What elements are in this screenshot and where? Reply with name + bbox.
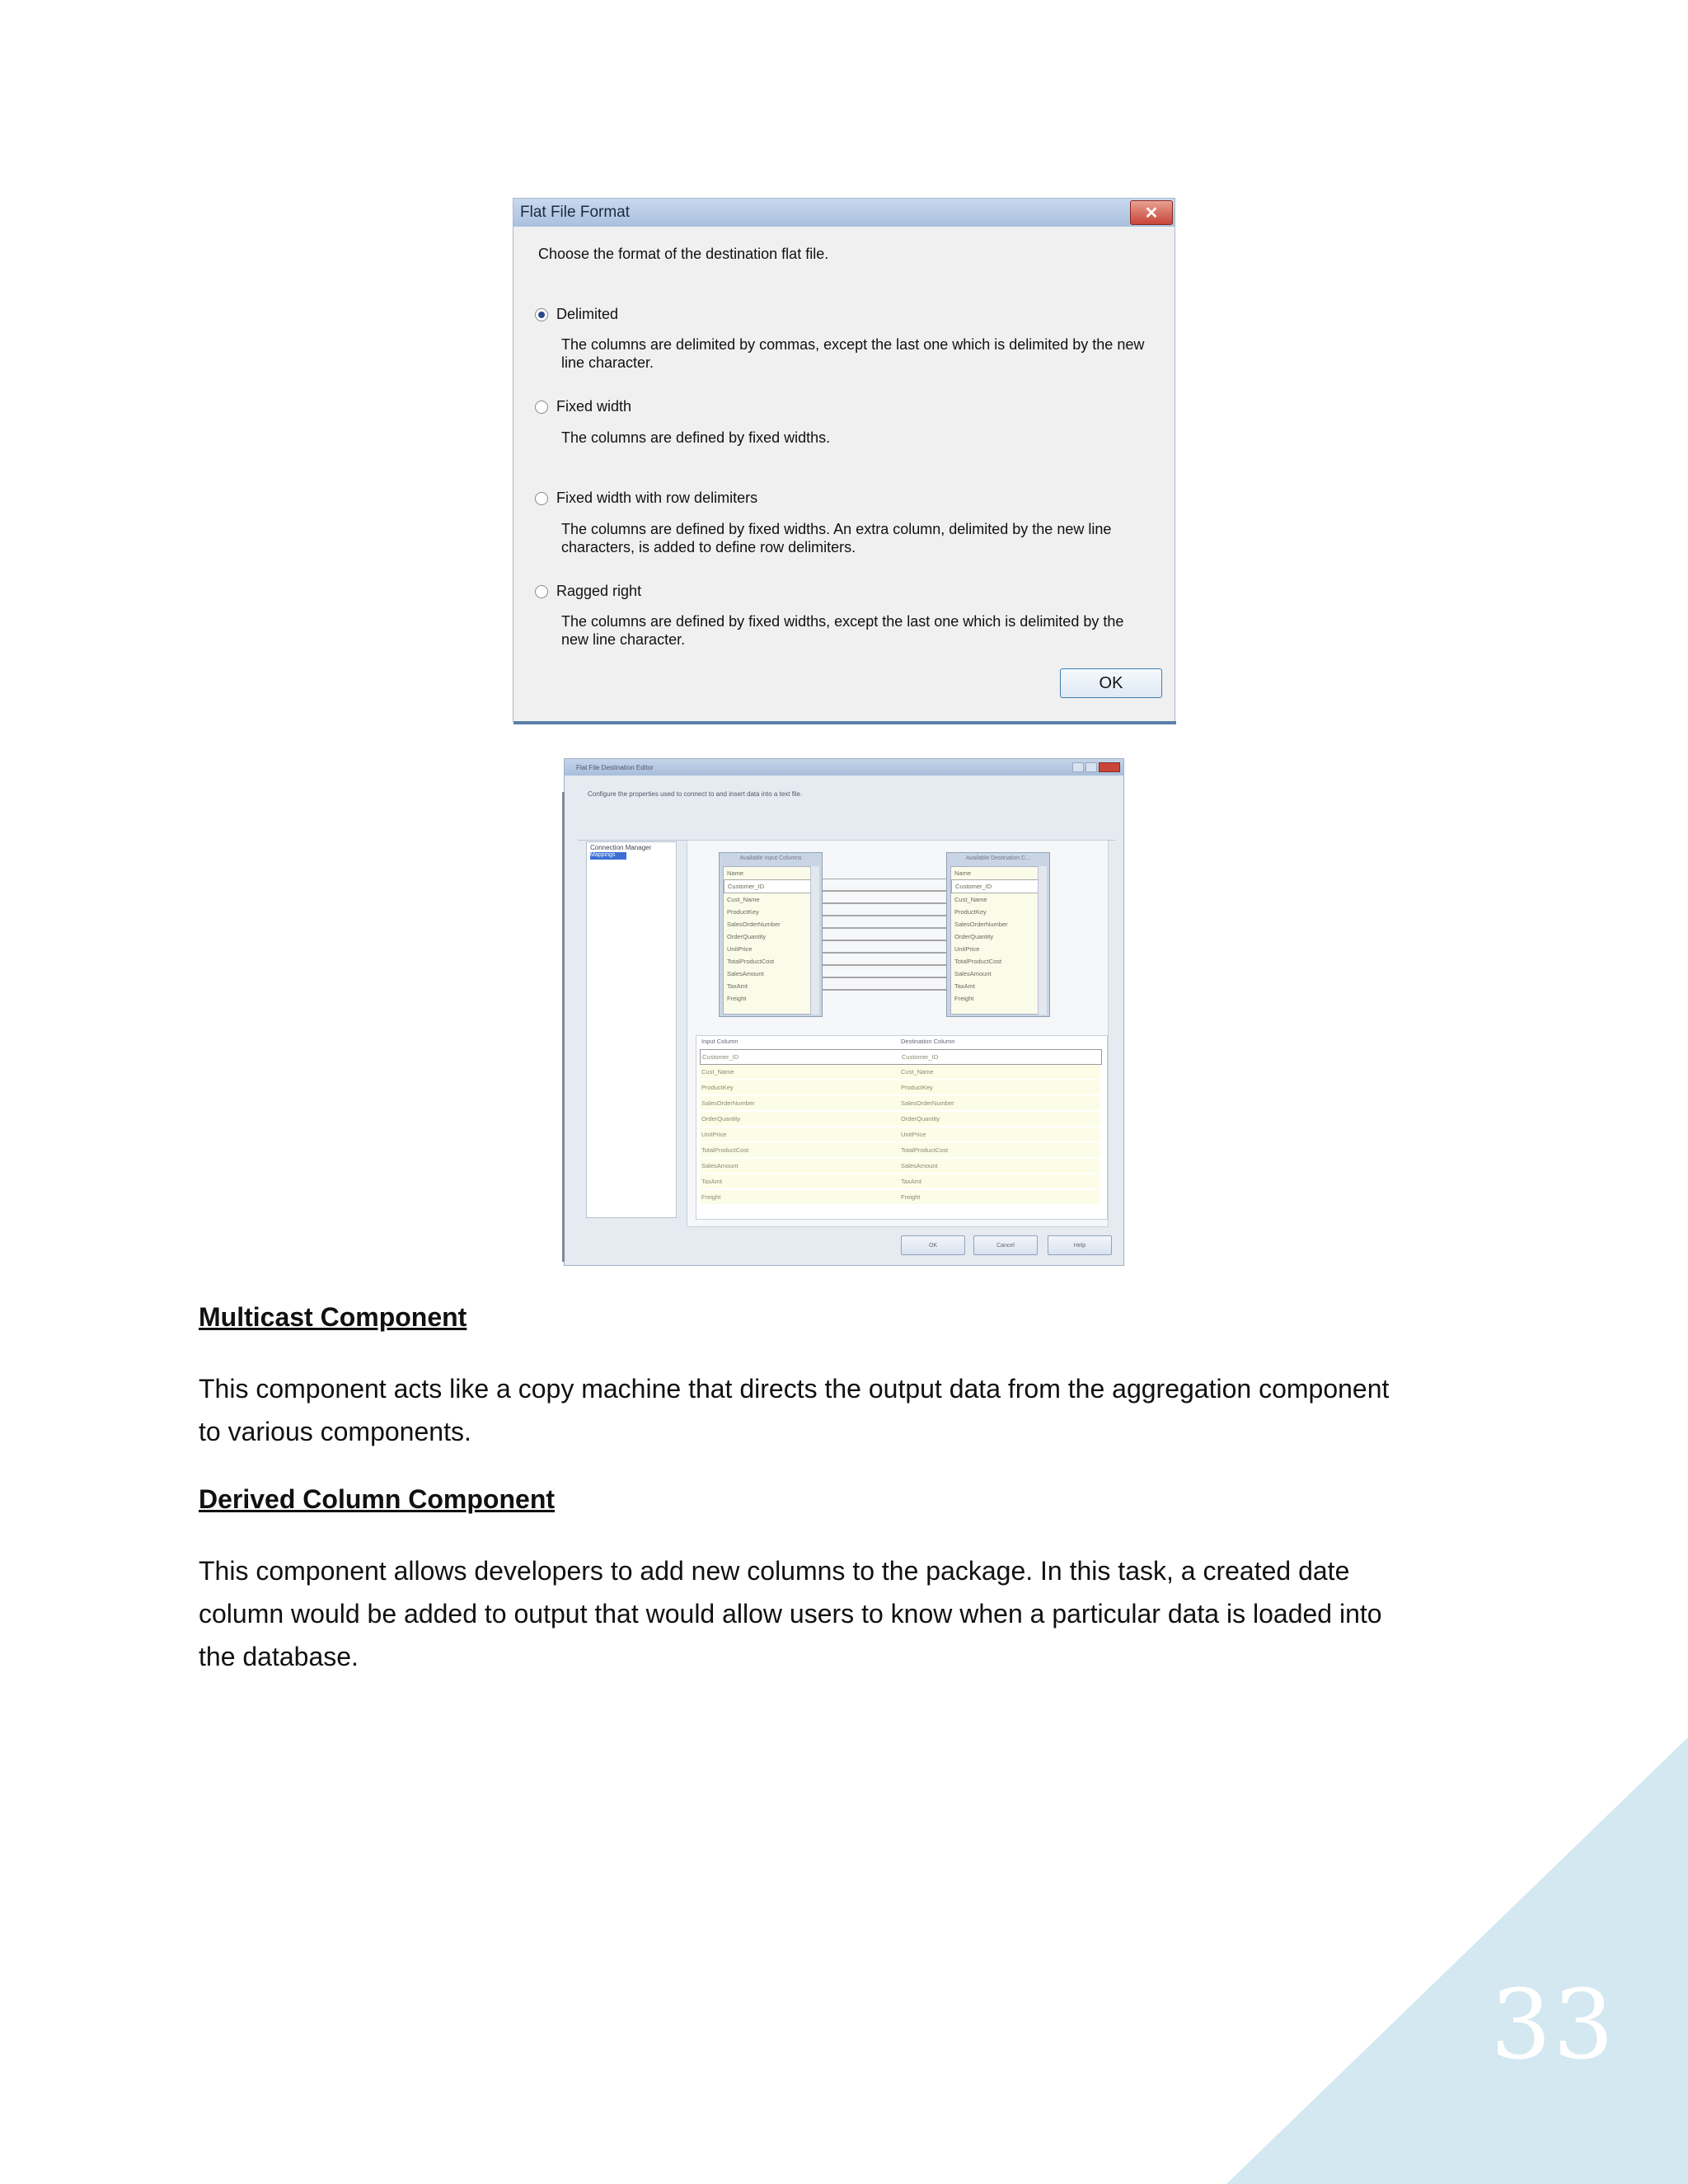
- minimize-icon[interactable]: [1072, 762, 1084, 772]
- list-item[interactable]: TaxAmt: [954, 982, 976, 990]
- ok-button[interactable]: OK: [1060, 668, 1162, 698]
- table-row[interactable]: [700, 1080, 1100, 1095]
- option-label: Fixed width: [556, 398, 632, 415]
- dialog-titlebar: [513, 199, 1175, 227]
- input-cell: SalesOrderNumber: [701, 1099, 755, 1107]
- table-row[interactable]: [700, 1190, 1100, 1205]
- help-button[interactable]: Help: [1048, 1235, 1112, 1255]
- dialog-title: Flat File Format: [520, 204, 631, 221]
- section-heading-derived-column: Derived Column Component: [199, 1484, 556, 1514]
- flat-file-destination-editor-dialog: [564, 758, 1124, 1266]
- dialog-titlebar: [565, 759, 1123, 776]
- option-label: Ragged right: [556, 583, 642, 599]
- input-cell: OrderQuantity: [701, 1115, 741, 1122]
- table-row[interactable]: [700, 1096, 1100, 1111]
- list-item[interactable]: UnitPrice: [727, 945, 753, 953]
- list-item[interactable]: TotalProductCost: [954, 958, 1002, 965]
- option-description: The columns are delimited by commas, except the last one which is delimited by the new line character.: [561, 336, 1145, 371]
- option-description: The columns are defined by fixed widths. An extra column, delimited by the new line characters, is added to define row delimiters.: [561, 521, 1112, 555]
- window-controls: [1072, 762, 1120, 772]
- mapping-table: [696, 1035, 1108, 1220]
- list-item[interactable]: Name: [954, 869, 972, 877]
- table-row[interactable]: [700, 1143, 1100, 1158]
- paragraph-line: to various components.: [199, 1417, 471, 1446]
- list-item[interactable]: SalesOrderNumber: [954, 921, 1008, 928]
- radio-button[interactable]: [535, 401, 548, 414]
- list-item[interactable]: ProductKey: [727, 908, 759, 916]
- list-item[interactable]: Freight: [954, 995, 974, 1002]
- paragraph-line: the database.: [199, 1642, 359, 1671]
- option-ragged-right[interactable]: [535, 583, 641, 600]
- destination-cell: TaxAmt: [901, 1178, 922, 1185]
- table-row[interactable]: [700, 1065, 1100, 1080]
- list-item[interactable]: TaxAmt: [727, 982, 748, 990]
- destination-cell: OrderQuantity: [901, 1115, 940, 1122]
- option-label: Delimited: [556, 306, 619, 322]
- list-item[interactable]: SalesAmount: [727, 970, 764, 977]
- option-description: The columns are defined by fixed widths, except the last one which is delimited by the new line character.: [561, 613, 1124, 648]
- list-item[interactable]: Customer_ID: [951, 879, 1039, 893]
- destination-cell: ProductKey: [901, 1084, 933, 1091]
- radio-button[interactable]: [535, 492, 548, 505]
- option-fixed-width[interactable]: [535, 398, 631, 415]
- nav-item-mappings[interactable]: Mappings: [590, 852, 626, 860]
- dialog-title: Flat File Destination Editor: [576, 763, 654, 771]
- close-icon[interactable]: ✕: [1130, 200, 1173, 225]
- option-delimited[interactable]: [535, 306, 618, 323]
- input-cell: UnitPrice: [701, 1131, 727, 1138]
- list-item[interactable]: Name: [727, 869, 744, 877]
- destination-cell: Cust_Name: [901, 1068, 934, 1076]
- destination-cell: TotalProductCost: [901, 1146, 949, 1154]
- available-input-columns: [719, 852, 823, 1017]
- paragraph-line: This component acts like a copy machine that directs the output data from the aggregation component: [199, 1374, 1390, 1404]
- destination-cell: SalesOrderNumber: [901, 1099, 954, 1107]
- available-destination-columns: [946, 852, 1050, 1017]
- window-edge: [562, 792, 565, 1262]
- list-item[interactable]: ProductKey: [954, 908, 987, 916]
- input-cell: Cust_Name: [701, 1068, 734, 1076]
- destination-cell: SalesAmount: [901, 1162, 938, 1169]
- dialog-bottom-border: [513, 721, 1176, 724]
- table-row[interactable]: [700, 1174, 1100, 1189]
- list-item[interactable]: Freight: [727, 995, 747, 1002]
- radio-button[interactable]: [535, 585, 548, 598]
- box-title: Available Destination C...: [965, 855, 1031, 861]
- maximize-icon[interactable]: [1085, 762, 1097, 772]
- list-item[interactable]: Cust_Name: [727, 896, 760, 903]
- list-item[interactable]: Cust_Name: [954, 896, 987, 903]
- input-cell: TaxAmt: [701, 1178, 723, 1185]
- input-column-list[interactable]: [723, 866, 812, 1015]
- list-item[interactable]: Customer_ID: [724, 879, 811, 893]
- radio-button-selected[interactable]: [535, 308, 548, 321]
- destination-column-list[interactable]: [950, 866, 1039, 1015]
- page-number: 33: [1490, 1970, 1615, 2081]
- dialog-prompt: Choose the format of the destination flat file.: [538, 246, 829, 262]
- list-item[interactable]: TotalProductCost: [727, 958, 775, 965]
- destination-cell: UnitPrice: [901, 1131, 926, 1138]
- table-row[interactable]: [700, 1159, 1100, 1174]
- column-header-input: Input Column: [701, 1038, 738, 1045]
- list-item[interactable]: UnitPrice: [954, 945, 980, 953]
- flat-file-format-dialog: [513, 198, 1175, 722]
- table-row[interactable]: [700, 1127, 1100, 1142]
- table-row[interactable]: [700, 1112, 1100, 1127]
- dialog-subtitle: Configure the properties used to connect to and insert data into a text file.: [588, 790, 803, 798]
- input-cell: SalesAmount: [701, 1162, 738, 1169]
- scrollbar[interactable]: [810, 866, 819, 1015]
- input-cell: Customer_ID: [702, 1053, 739, 1061]
- mappings-area: [687, 840, 1109, 1227]
- section-paragraph-multicast: [199, 1367, 1501, 1453]
- input-cell: TotalProductCost: [701, 1146, 749, 1154]
- option-description: The columns are defined by fixed widths.: [561, 429, 831, 446]
- column-header-destination: Destination Column: [901, 1038, 955, 1045]
- section-paragraph-derived-column: [199, 1549, 1501, 1678]
- destination-cell: Customer_ID: [902, 1053, 939, 1061]
- list-item[interactable]: SalesOrderNumber: [727, 921, 781, 928]
- navigation-pane: [586, 841, 677, 1218]
- option-fixed-width-row-delimiters[interactable]: [535, 490, 757, 507]
- list-item[interactable]: SalesAmount: [954, 970, 992, 977]
- close-icon[interactable]: [1099, 762, 1120, 772]
- input-cell: Freight: [701, 1193, 721, 1201]
- paragraph-line: This component allows developers to add new columns to the package. In this task, a created date: [199, 1556, 1350, 1586]
- option-label: Fixed width with row delimiters: [556, 490, 758, 506]
- cancel-button[interactable]: Cancel: [973, 1235, 1038, 1255]
- ok-button[interactable]: OK: [901, 1235, 965, 1255]
- paragraph-line: column would be added to output that would allow users to know when a particular data is loaded into: [199, 1599, 1382, 1629]
- section-heading-multicast: Multicast Component: [199, 1302, 467, 1332]
- list-item[interactable]: OrderQuantity: [727, 933, 767, 940]
- destination-cell: Freight: [901, 1193, 921, 1201]
- box-title: Available Input Columns: [739, 855, 802, 861]
- nav-item-connection-manager[interactable]: Connection Manager: [590, 844, 652, 851]
- table-row[interactable]: [700, 1049, 1102, 1065]
- list-item[interactable]: OrderQuantity: [954, 933, 994, 940]
- scrollbar[interactable]: [1038, 866, 1047, 1015]
- input-cell: ProductKey: [701, 1084, 734, 1091]
